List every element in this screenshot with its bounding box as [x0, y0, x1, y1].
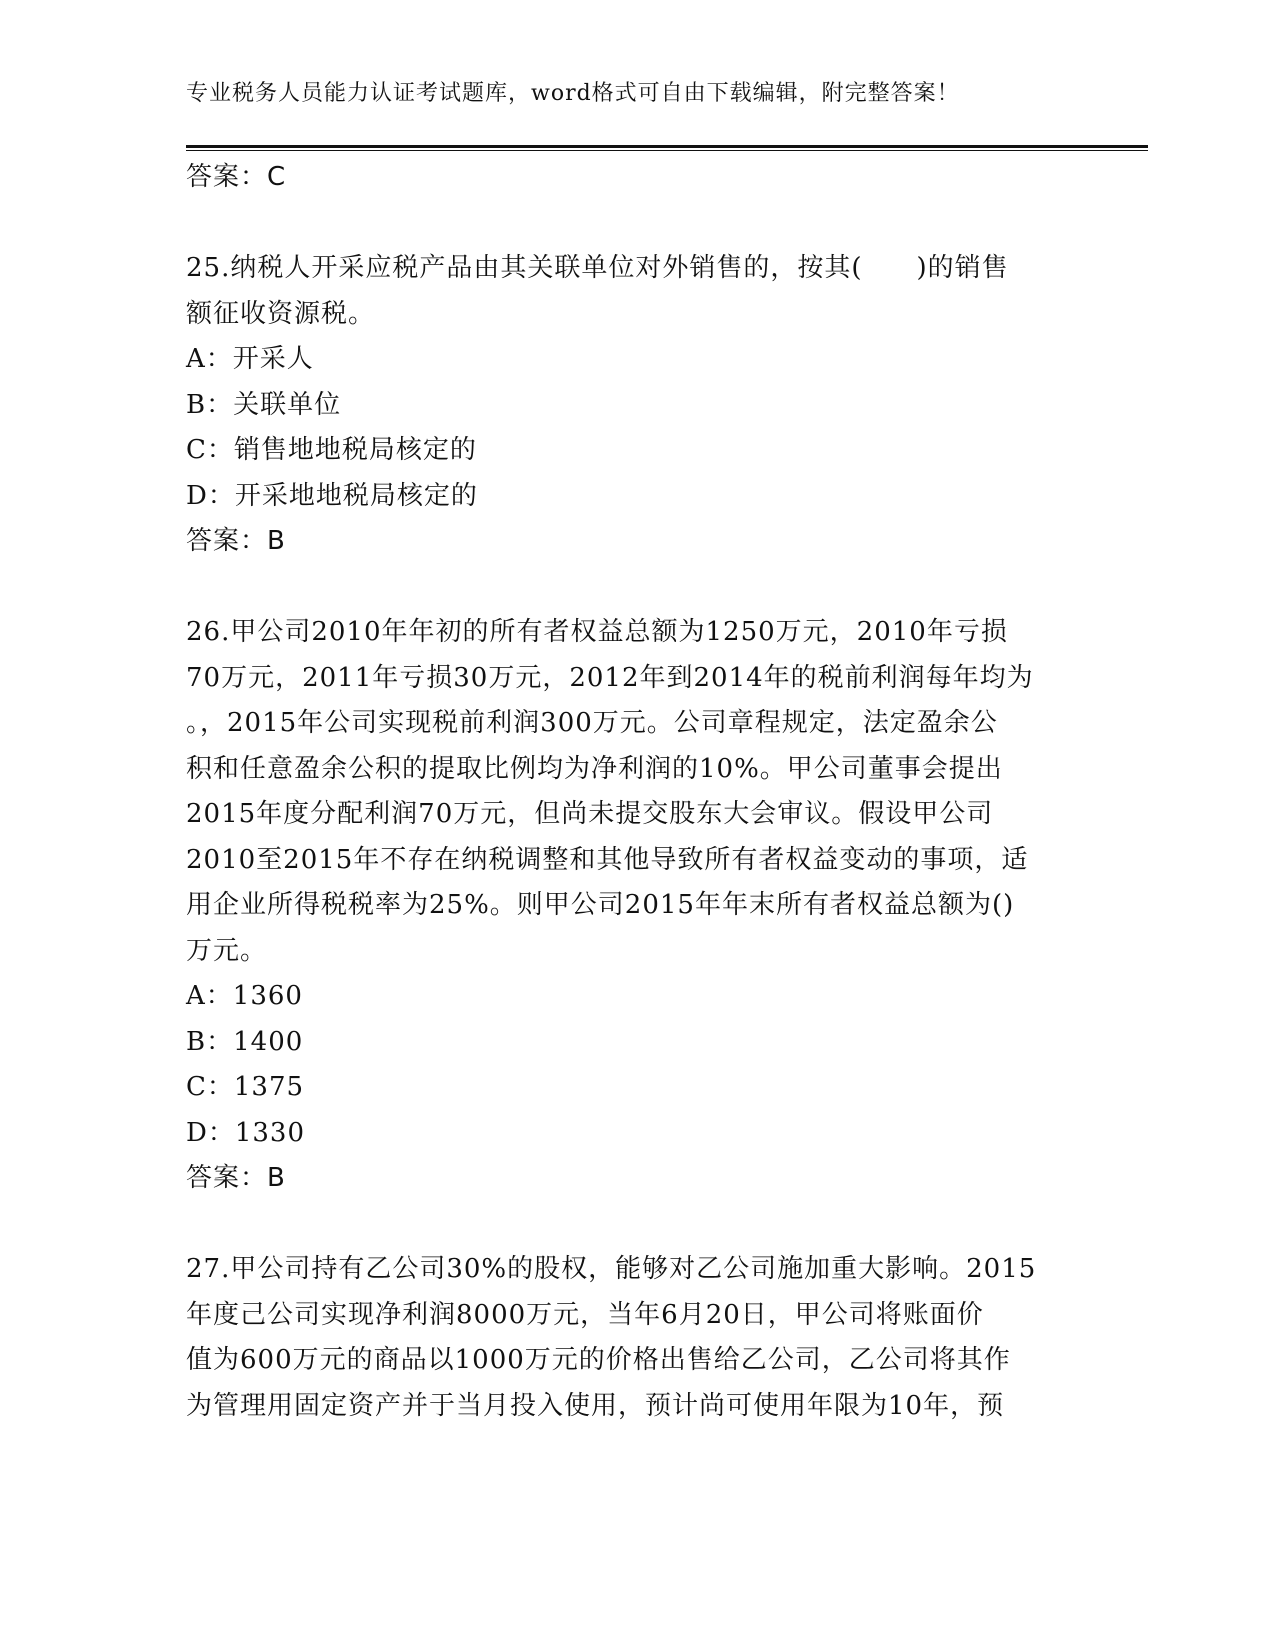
option-d: D：1330 — [186, 1117, 306, 1148]
spacer — [186, 201, 1086, 247]
answer-24: 答案：C — [186, 162, 287, 192]
question-text-line: 。，2015年公司实现税前利润300万元。公司章程规定，法定盈余公 — [186, 708, 998, 738]
option-b: B：1400 — [186, 1026, 304, 1057]
option-b: B：关联单位 — [186, 389, 342, 420]
question-text-line: 用企业所得税税率为25%。则甲公司2015年年末所有者权益总额为() — [186, 890, 1015, 920]
question-text-line: 25.纳税人开采应税产品由其关联单位对外销售的，按其( )的销售 — [186, 253, 1009, 283]
question-text-line: 为管理用固定资产并于当月投入使用，预计尚可使用年限为10年，预 — [186, 1390, 1005, 1421]
option-c: C：1375 — [186, 1072, 305, 1102]
question-26 — [186, 610, 1086, 1202]
spacer — [186, 1202, 1086, 1248]
answer-26: 答案：B — [186, 1163, 286, 1193]
question-text-line: 27.甲公司持有乙公司30%的股权，能够对乙公司施加重大影响。2015 — [186, 1254, 1037, 1284]
question-text-line: 额征收资源税。 — [186, 298, 376, 329]
question-text-line: 2015年度分配利润70万元，但尚未提交股东大会审议。假设甲公司 — [186, 799, 994, 829]
spacer — [186, 565, 1086, 611]
question-text-line: 积和任意盈余公积的提取比例均为净利润的10%。甲公司董事会提出 — [186, 753, 1003, 784]
question-text-line: 2010至2015年不存在纳税调整和其他导致所有者权益变动的事项，适 — [186, 844, 1029, 875]
question-text-line: 26.甲公司2010年年初的所有者权益总额为1250万元，2010年亏损 — [186, 617, 1008, 647]
answer-25: 答案：B — [186, 526, 286, 556]
document-body — [186, 155, 1086, 1429]
header-rule-thick — [186, 145, 1148, 148]
question-25 — [186, 246, 1086, 565]
question-text-line: 年度己公司实现净利润8000万元，当年6月20日，甲公司将账面价 — [186, 1299, 984, 1330]
header-rule-thin — [186, 150, 1148, 151]
option-a: A：开采人 — [186, 344, 314, 374]
question-27 — [186, 1247, 1086, 1429]
question-text-line: 万元。 — [186, 935, 268, 966]
question-text-line: 值为600万元的商品以1000万元的价格出售给乙公司，乙公司将其作 — [186, 1345, 1011, 1375]
question-text-line: 70万元，2011年亏损30万元，2012年到2014年的税前利润每年均为 — [186, 662, 1034, 693]
option-d: D：开采地地税局核定的 — [186, 480, 478, 511]
option-a: A：1360 — [186, 981, 303, 1011]
page-header: 专业税务人员能力认证考试题库，word格式可自由下载编辑，附完整答案！ — [186, 81, 960, 106]
option-c: C：销售地地税局核定的 — [186, 435, 477, 465]
